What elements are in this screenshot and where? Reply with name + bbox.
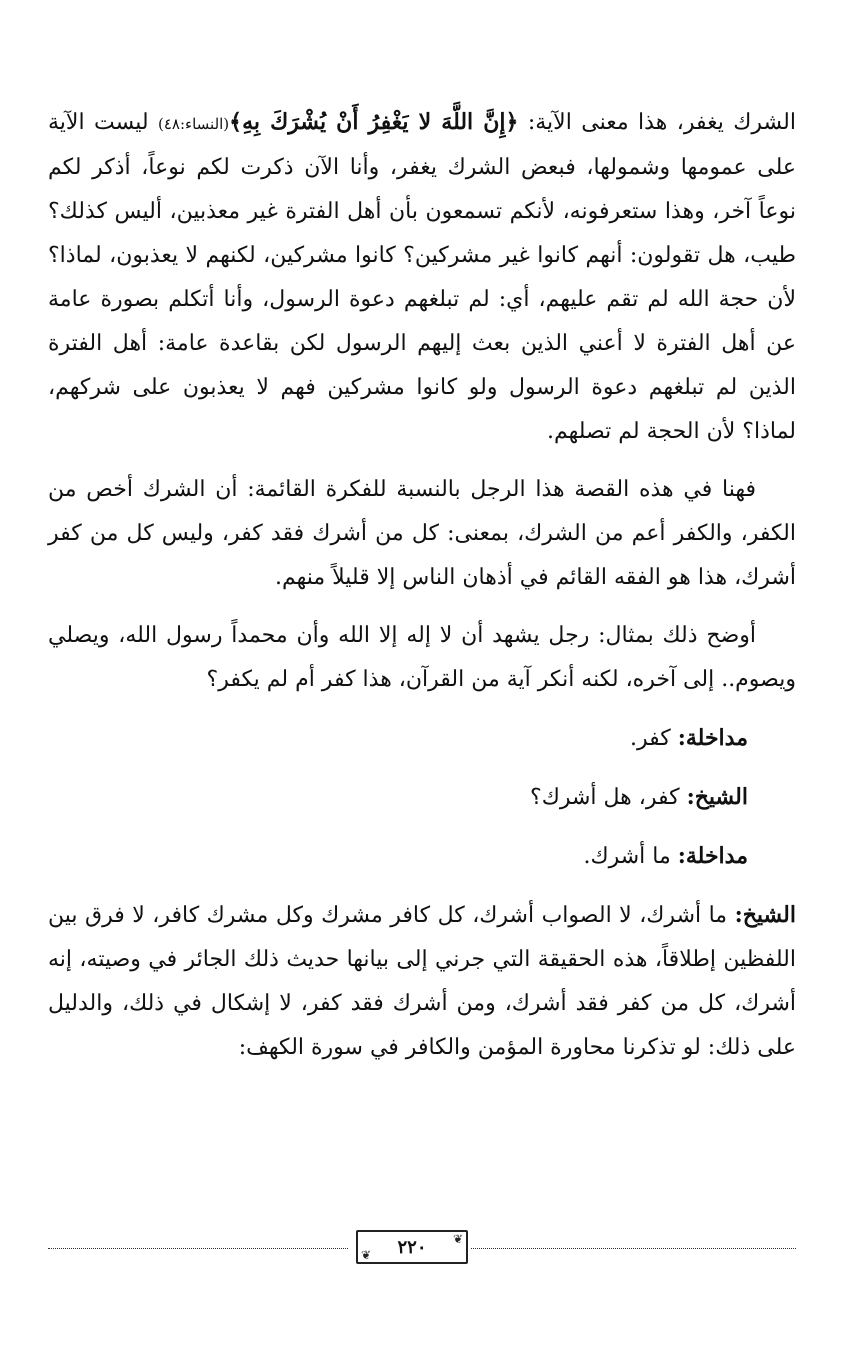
dialogue-text: ما أشرك.: [583, 844, 678, 869]
paragraph-4: [48, 893, 796, 1070]
page-body: [48, 100, 796, 1070]
dialogue-line-3: [48, 834, 796, 879]
dialogue-text: كفر، هل أشرك؟: [530, 785, 687, 810]
verse-reference: (النساء:٤٨): [158, 115, 230, 133]
dialogue-line-1: [48, 716, 796, 761]
footer-divider-right: [471, 1248, 796, 1249]
footer-divider-left: [48, 1248, 348, 1249]
paragraph-1-body: ليست الآية على عمومها وشمولها، فبعض الشرك يغفر، وأنا الآن ذكرت لكم نوعاً، أذكر لكم نوعاً آخر، وهذا ستعرفونه، لأنكم تسمعون بأن أهل الفترة غير معذبين، أليس كذلك؟ طيب، هل تقولون: أنهم كانوا غير مشركين؟ كانوا مشركين، لكنهم لا يعذبون، لماذا؟ لأن حجة الله لم تقم عليهم، أي: لم تبلغهم دعوة الرسول، وأنا أتكلم بصورة عامة عن أهل الفترة لا أعني الذين بعث إليهم الرسول لكن بقاعدة عامة: أهل الفترة الذين لم تبلغهم دعوة الرسول ولو كانوا مشركين فهم لا يعذبون على شركهم، لماذا؟ لأن الحجة لم تصلهم.: [48, 110, 796, 444]
frame-ornament-icon: ❦: [361, 1248, 372, 1262]
paragraph-4-body: ما أشرك، لا الصواب أشرك، كل كافر مشرك وكل مشرك كافر، لا فرق بين اللفظين إطلاقاً، هذه الحقيقة التي جرني إلى بيانها حديث ذلك الجائر في وصيته، إنه أشرك، كل من كفر فقد أشرك، ومن أشرك فقد كفر، لا إشكال في ذلك، والدليل على ذلك: لو تذكرنا محاورة المؤمن والكافر في سورة الكهف:: [48, 903, 796, 1060]
speaker-label: مداخلة:: [677, 843, 748, 869]
page-number: ٢٢٠: [397, 1237, 427, 1258]
page-footer: [48, 1228, 796, 1268]
speaker-label: الشيخ:: [686, 784, 748, 810]
dialogue-line-2: [48, 775, 796, 820]
speaker-label: مداخلة:: [677, 725, 748, 751]
dialogue-text: كفر.: [630, 726, 678, 751]
paragraph-1-lead: الشرك يغفر، هذا معنى الآية:: [518, 110, 796, 135]
paragraph-2: فهنا في هذه القصة هذا الرجل بالنسبة للفكرة القائمة: أن الشرك أخص من الكفر، والكفر أعم من الشرك، بمعنى: كل من أشرك فقد كفر، وليس كل من كفر أشرك، هذا هو الفقه القائم في أذهان الناس إلا قليلاً منهم.: [48, 477, 796, 590]
paragraph-3: أوضح ذلك بمثال: رجل يشهد أن لا إله إلا الله وأن محمداً رسول الله، ويصلي ويصوم.. إلى آخره، لكنه أنكر آية من القرآن، هذا كفر أم لم يكفر؟: [48, 623, 796, 692]
speaker-label: الشيخ:: [734, 902, 796, 928]
frame-ornament-icon: ❦: [452, 1232, 463, 1246]
quran-verse: ﴿إِنَّ اللَّهَ لا يَغْفِرُ أَنْ يُشْرَكَ بِهِ﴾: [229, 109, 519, 135]
page-number-frame: [356, 1230, 468, 1264]
paragraph-1: [48, 100, 796, 454]
